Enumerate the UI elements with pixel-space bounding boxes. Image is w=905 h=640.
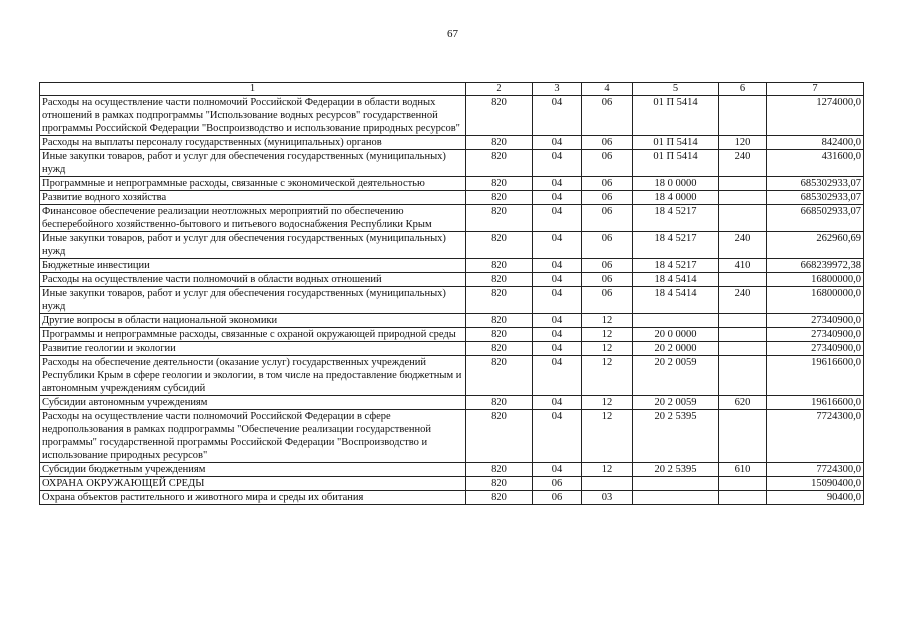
table-row — [40, 396, 864, 410]
amount: 27340900,0 — [767, 342, 864, 356]
amount: 262960,69 — [767, 232, 864, 259]
dept-code: 820 — [466, 273, 533, 287]
subsection-code: 06 — [582, 177, 633, 191]
table-row — [40, 410, 864, 463]
target-article — [633, 477, 719, 491]
dept-code: 820 — [466, 342, 533, 356]
target-article: 18 4 5217 — [633, 259, 719, 273]
item-name: Другие вопросы в области национальной экономики — [40, 314, 466, 328]
expense-type — [719, 314, 767, 328]
subsection-code: 12 — [582, 396, 633, 410]
item-name: Иные закупки товаров, работ и услуг для обеспечения государственных (муниципальных) нужд — [40, 232, 466, 259]
section-code: 04 — [533, 410, 582, 463]
col-header: 3 — [533, 83, 582, 96]
item-name: Бюджетные инвестиции — [40, 259, 466, 273]
dept-code: 820 — [466, 287, 533, 314]
table-row — [40, 273, 864, 287]
target-article: 18 4 5217 — [633, 232, 719, 259]
subsection-code: 12 — [582, 342, 633, 356]
expense-type — [719, 356, 767, 396]
amount: 7724300,0 — [767, 463, 864, 477]
target-article: 18 4 0000 — [633, 191, 719, 205]
header-row — [40, 83, 864, 96]
expense-type: 240 — [719, 287, 767, 314]
dept-code: 820 — [466, 96, 533, 136]
section-code: 04 — [533, 287, 582, 314]
item-name: Иные закупки товаров, работ и услуг для обеспечения государственных (муниципальных) нужд — [40, 287, 466, 314]
dept-code: 820 — [466, 314, 533, 328]
section-code: 04 — [533, 396, 582, 410]
item-name: ОХРАНА ОКРУЖАЮЩЕЙ СРЕДЫ — [40, 477, 466, 491]
target-article: 20 0 0000 — [633, 328, 719, 342]
section-code: 04 — [533, 136, 582, 150]
subsection-code: 12 — [582, 328, 633, 342]
section-code: 06 — [533, 491, 582, 505]
amount: 431600,0 — [767, 150, 864, 177]
expense-type — [719, 491, 767, 505]
subsection-code: 12 — [582, 410, 633, 463]
table-row — [40, 356, 864, 396]
subsection-code: 12 — [582, 463, 633, 477]
table-row — [40, 463, 864, 477]
expense-type: 410 — [719, 259, 767, 273]
table-row — [40, 96, 864, 136]
expense-type — [719, 205, 767, 232]
item-name: Расходы на обеспечение деятельности (оказание услуг) государственных учреждений Республики Крым в сфере геологии и экологии, в том числе на предоставление бюджетным и автономным учреждениям субсидий — [40, 356, 466, 396]
expense-type: 240 — [719, 232, 767, 259]
page-number: 67 — [447, 28, 458, 40]
section-code: 06 — [533, 477, 582, 491]
target-article: 18 4 5217 — [633, 205, 719, 232]
expense-type — [719, 273, 767, 287]
amount: 7724300,0 — [767, 410, 864, 463]
expense-type — [719, 177, 767, 191]
expense-type — [719, 410, 767, 463]
subsection-code: 06 — [582, 205, 633, 232]
target-article: 20 2 0059 — [633, 356, 719, 396]
amount: 685302933,07 — [767, 191, 864, 205]
table-row — [40, 477, 864, 491]
col-header: 5 — [633, 83, 719, 96]
amount: 16800000,0 — [767, 273, 864, 287]
subsection-code: 06 — [582, 259, 633, 273]
subsection-code: 12 — [582, 356, 633, 396]
subsection-code — [582, 477, 633, 491]
dept-code: 820 — [466, 177, 533, 191]
dept-code: 820 — [466, 491, 533, 505]
section-code: 04 — [533, 177, 582, 191]
expense-type — [719, 477, 767, 491]
target-article: 20 2 5395 — [633, 410, 719, 463]
amount: 90400,0 — [767, 491, 864, 505]
dept-code: 820 — [466, 136, 533, 150]
col-header: 2 — [466, 83, 533, 96]
amount: 16800000,0 — [767, 287, 864, 314]
amount: 842400,0 — [767, 136, 864, 150]
dept-code: 820 — [466, 463, 533, 477]
amount: 19616600,0 — [767, 396, 864, 410]
item-name: Расходы на осуществление части полномочий в области водных отношений — [40, 273, 466, 287]
expense-type — [719, 328, 767, 342]
section-code: 04 — [533, 314, 582, 328]
amount: 1274000,0 — [767, 96, 864, 136]
target-article: 20 2 0000 — [633, 342, 719, 356]
subsection-code: 12 — [582, 314, 633, 328]
expense-type: 620 — [719, 396, 767, 410]
target-article: 20 2 5395 — [633, 463, 719, 477]
amount: 685302933,07 — [767, 177, 864, 191]
item-name: Развитие геологии и экологии — [40, 342, 466, 356]
dept-code: 820 — [466, 410, 533, 463]
item-name: Субсидии автономным учреждениям — [40, 396, 466, 410]
dept-code: 820 — [466, 232, 533, 259]
expense-type: 240 — [719, 150, 767, 177]
expense-type — [719, 191, 767, 205]
section-code: 04 — [533, 191, 582, 205]
dept-code: 820 — [466, 396, 533, 410]
subsection-code: 06 — [582, 287, 633, 314]
expense-type: 120 — [719, 136, 767, 150]
section-code: 04 — [533, 463, 582, 477]
dept-code: 820 — [466, 191, 533, 205]
amount: 19616600,0 — [767, 356, 864, 396]
table-row — [40, 491, 864, 505]
expense-type — [719, 96, 767, 136]
target-article: 18 4 5414 — [633, 273, 719, 287]
subsection-code: 06 — [582, 150, 633, 177]
subsection-code: 06 — [582, 96, 633, 136]
target-article: 01 П 5414 — [633, 150, 719, 177]
table-row — [40, 232, 864, 259]
table-row — [40, 259, 864, 273]
col-header: 7 — [767, 83, 864, 96]
section-code: 04 — [533, 356, 582, 396]
col-header: 6 — [719, 83, 767, 96]
amount: 668502933,07 — [767, 205, 864, 232]
section-code: 04 — [533, 342, 582, 356]
table-row — [40, 314, 864, 328]
target-article: 18 0 0000 — [633, 177, 719, 191]
subsection-code: 06 — [582, 191, 633, 205]
item-name: Иные закупки товаров, работ и услуг для обеспечения государственных (муниципальных) нужд — [40, 150, 466, 177]
dept-code: 820 — [466, 205, 533, 232]
subsection-code: 06 — [582, 232, 633, 259]
section-code: 04 — [533, 96, 582, 136]
target-article: 01 П 5414 — [633, 136, 719, 150]
table-row — [40, 287, 864, 314]
item-name: Расходы на осуществление части полномочий Российской Федерации в области водных отношений в рамках подпрограммы "Использование водных ресурсов" государственной программы Российской Федерации "Воспроизводство и использование природных ресурсов" — [40, 96, 466, 136]
dept-code: 820 — [466, 150, 533, 177]
target-article: 20 2 0059 — [633, 396, 719, 410]
subsection-code: 06 — [582, 273, 633, 287]
item-name: Охрана объектов растительного и животного мира и среды их обитания — [40, 491, 466, 505]
col-header: 1 — [40, 83, 466, 96]
item-name: Программные и непрограммные расходы, связанные с экономической деятельностью — [40, 177, 466, 191]
item-name: Развитие водного хозяйства — [40, 191, 466, 205]
amount: 668239972,38 — [767, 259, 864, 273]
item-name: Расходы на выплаты персоналу государственных (муниципальных) органов — [40, 136, 466, 150]
table-row — [40, 150, 864, 177]
target-article: 01 П 5414 — [633, 96, 719, 136]
dept-code: 820 — [466, 356, 533, 396]
section-code: 04 — [533, 259, 582, 273]
table-row — [40, 177, 864, 191]
target-article — [633, 491, 719, 505]
target-article — [633, 314, 719, 328]
subsection-code: 06 — [582, 136, 633, 150]
dept-code: 820 — [466, 328, 533, 342]
amount: 27340900,0 — [767, 328, 864, 342]
section-code: 04 — [533, 150, 582, 177]
table-row — [40, 136, 864, 150]
budget-table-body — [40, 96, 864, 505]
item-name: Расходы на осуществление части полномочий Российской Федерации в сфере недропользования в рамках подпрограммы "Обеспечение реализации государственной программы" государственной программы Российской Федерации "Воспроизводство и использование природных ресурсов" — [40, 410, 466, 463]
expense-type: 610 — [719, 463, 767, 477]
amount: 15090400,0 — [767, 477, 864, 491]
item-name: Субсидии бюджетным учреждениям — [40, 463, 466, 477]
dept-code: 820 — [466, 477, 533, 491]
table-row — [40, 205, 864, 232]
section-code: 04 — [533, 232, 582, 259]
expense-type — [719, 342, 767, 356]
dept-code: 820 — [466, 259, 533, 273]
budget-table — [39, 82, 864, 505]
table-row — [40, 191, 864, 205]
section-code: 04 — [533, 205, 582, 232]
amount: 27340900,0 — [767, 314, 864, 328]
table-row — [40, 328, 864, 342]
item-name: Программы и непрограммные расходы, связанные с охраной окружающей природной среды — [40, 328, 466, 342]
target-article: 18 4 5414 — [633, 287, 719, 314]
subsection-code: 03 — [582, 491, 633, 505]
col-header: 4 — [582, 83, 633, 96]
item-name: Финансовое обеспечение реализации неотложных мероприятий по обеспечению бесперебойного хозяйственно-бытового и питьевого водоснабжения Республики Крым — [40, 205, 466, 232]
section-code: 04 — [533, 328, 582, 342]
table-row — [40, 342, 864, 356]
section-code: 04 — [533, 273, 582, 287]
